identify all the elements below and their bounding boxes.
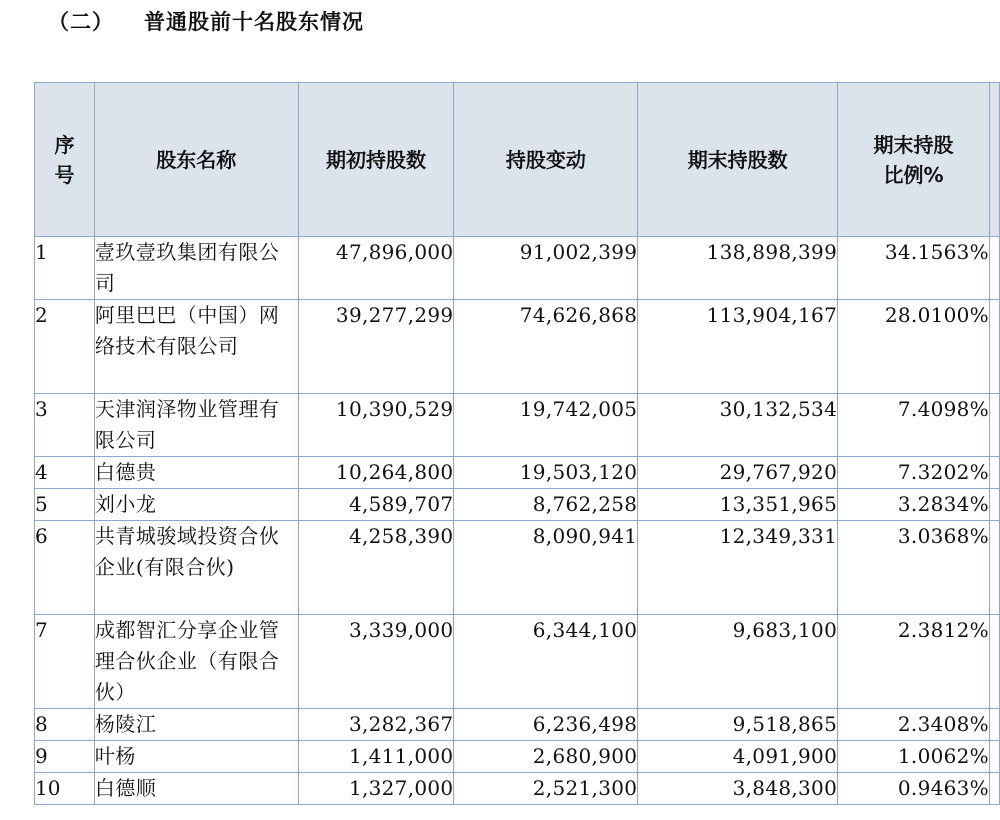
shareholder-name: 阿里巴巴（中国）网络技术有限公司	[94, 300, 298, 394]
closing-ratio: 2.3812%	[838, 615, 990, 709]
opening-shares: 39,277,299	[298, 300, 454, 394]
closing-shares: 4,091,900	[638, 741, 838, 773]
shareholder-name: 共青城骏域投资合伙企业(有限合伙)	[94, 521, 298, 615]
header-shareholder-name: 股东名称	[94, 83, 298, 237]
clipped-column-cell	[989, 521, 999, 615]
opening-shares: 4,258,390	[298, 521, 454, 615]
share-change: 2,521,300	[454, 773, 638, 805]
shareholder-name: 壹玖壹玖集团有限公司	[94, 237, 298, 300]
share-change: 8,090,941	[454, 521, 638, 615]
opening-shares: 1,411,000	[298, 741, 454, 773]
row-index: 8	[35, 709, 95, 741]
table-row	[35, 615, 1000, 709]
share-change: 2,680,900	[454, 741, 638, 773]
clipped-column-cell	[989, 457, 999, 489]
opening-shares: 10,264,800	[298, 457, 454, 489]
share-change: 8,762,258	[454, 489, 638, 521]
closing-ratio: 0.9463%	[838, 773, 990, 805]
top-shareholders-table	[34, 82, 1000, 805]
row-index: 4	[35, 457, 95, 489]
clipped-column-cell	[989, 394, 999, 457]
section-heading	[48, 6, 364, 36]
closing-ratio: 34.1563%	[838, 237, 990, 300]
header-index: 序号	[35, 83, 95, 237]
row-index: 7	[35, 615, 95, 709]
opening-shares: 3,339,000	[298, 615, 454, 709]
row-index: 3	[35, 394, 95, 457]
closing-ratio: 7.4098%	[838, 394, 990, 457]
row-index: 2	[35, 300, 95, 394]
table-row	[35, 489, 1000, 521]
closing-shares: 113,904,167	[638, 300, 838, 394]
row-index: 10	[35, 773, 95, 805]
clipped-column-cell	[989, 489, 999, 521]
opening-shares: 4,589,707	[298, 489, 454, 521]
shareholder-name: 天津润泽物业管理有限公司	[94, 394, 298, 457]
clipped-column-cell	[989, 615, 999, 709]
opening-shares: 47,896,000	[298, 237, 454, 300]
opening-shares: 3,282,367	[298, 709, 454, 741]
closing-ratio: 3.0368%	[838, 521, 990, 615]
header-closing-ratio: 期末持股比例%	[838, 83, 990, 237]
closing-ratio: 7.3202%	[838, 457, 990, 489]
opening-shares: 1,327,000	[298, 773, 454, 805]
closing-ratio: 2.3408%	[838, 709, 990, 741]
closing-ratio: 3.2834%	[838, 489, 990, 521]
section-number: （二）	[48, 10, 114, 34]
table-row	[35, 394, 1000, 457]
closing-ratio: 28.0100%	[838, 300, 990, 394]
section-title: 普通股前十名股东情况	[144, 10, 364, 34]
table-row	[35, 457, 1000, 489]
closing-shares: 138,898,399	[638, 237, 838, 300]
clipped-column-cell	[989, 773, 999, 805]
shareholder-name: 杨陵江	[94, 709, 298, 741]
shareholder-name: 白德贵	[94, 457, 298, 489]
header-closing-shares: 期末持股数	[638, 83, 838, 237]
share-change: 19,742,005	[454, 394, 638, 457]
row-index: 1	[35, 237, 95, 300]
shareholder-name: 成都智汇分享企业管理合伙企业（有限合伙）	[94, 615, 298, 709]
clipped-column-cell	[989, 709, 999, 741]
clipped-column-cell	[989, 741, 999, 773]
row-index: 6	[35, 521, 95, 615]
header-row	[35, 83, 1000, 237]
closing-shares: 30,132,534	[638, 394, 838, 457]
table-row	[35, 237, 1000, 300]
closing-shares: 3,848,300	[638, 773, 838, 805]
row-index: 9	[35, 741, 95, 773]
table-row	[35, 521, 1000, 615]
header-share-change: 持股变动	[454, 83, 638, 237]
shareholder-name: 白德顺	[94, 773, 298, 805]
share-change: 6,236,498	[454, 709, 638, 741]
clipped-column-cell	[989, 300, 999, 394]
clipped-column-cell	[989, 237, 999, 300]
header-opening-shares: 期初持股数	[298, 83, 454, 237]
share-change: 6,344,100	[454, 615, 638, 709]
shareholder-name: 刘小龙	[94, 489, 298, 521]
closing-shares: 9,683,100	[638, 615, 838, 709]
table-row	[35, 741, 1000, 773]
shareholder-name: 叶杨	[94, 741, 298, 773]
table-row	[35, 773, 1000, 805]
closing-shares: 29,767,920	[638, 457, 838, 489]
closing-shares: 12,349,331	[638, 521, 838, 615]
closing-shares: 9,518,865	[638, 709, 838, 741]
share-change: 91,002,399	[454, 237, 638, 300]
header-clipped-column	[989, 83, 999, 237]
table-row	[35, 300, 1000, 394]
closing-ratio: 1.0062%	[838, 741, 990, 773]
opening-shares: 10,390,529	[298, 394, 454, 457]
share-change: 19,503,120	[454, 457, 638, 489]
closing-shares: 13,351,965	[638, 489, 838, 521]
row-index: 5	[35, 489, 95, 521]
share-change: 74,626,868	[454, 300, 638, 394]
table-row	[35, 709, 1000, 741]
